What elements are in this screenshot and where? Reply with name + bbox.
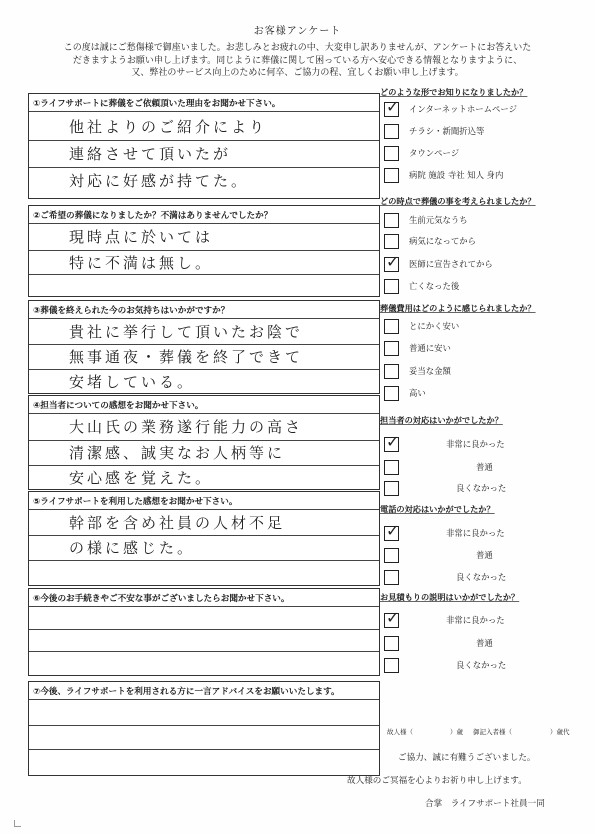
- checkbox[interactable]: [384, 279, 399, 294]
- question-3-label: ③葬儀を終えられた今のお気持ちはいかがですか？: [33, 306, 230, 316]
- question-3-box: [28, 300, 380, 394]
- section-when-considered-label: どの時点で葬儀の事を考えられましたか？: [380, 196, 536, 206]
- answer-3-line-3[interactable]: 安堵している。: [69, 373, 196, 391]
- option-after-death[interactable]: 亡くなった後: [384, 278, 459, 294]
- answer-1-line-3[interactable]: 対応に好感が持てた。: [69, 172, 250, 190]
- section-estimate: お見積もりの説明はいかがでしたか？ ✓ 非常に良かった 普通 良くなかった: [380, 592, 590, 677]
- question-2-label: ②ご希望の葬儀になりましたか？不満はありませんでしたか？: [33, 211, 273, 221]
- writer-age-suffix: ）歳代: [550, 728, 570, 736]
- checkbox[interactable]: [384, 213, 399, 228]
- answer-4-line-3[interactable]: 安心感を覚えた。: [69, 469, 214, 487]
- option-townpage[interactable]: タウンページ: [384, 145, 459, 161]
- question-4-box: [28, 395, 380, 490]
- answer-3-line-2[interactable]: 無事通夜・葬儀を終了できて: [69, 348, 304, 366]
- answer-2-line-1[interactable]: 現時点に於いては: [69, 228, 214, 246]
- option-after-diagnosis[interactable]: ✓ 医師に宣告されてから: [384, 256, 493, 272]
- checkbox[interactable]: [384, 460, 399, 475]
- question-2-box: [28, 205, 380, 297]
- checkbox[interactable]: [384, 548, 399, 563]
- prayer-text: 故人様のご冥福を心よりお祈り申し上げます。: [347, 776, 527, 786]
- answer-5-line-1[interactable]: 幹部を含め社員の人材不足: [69, 514, 286, 532]
- checkbox[interactable]: [384, 341, 399, 356]
- question-5-box: [28, 491, 380, 586]
- thanks-text: ご協力、誠に有難うございました。: [398, 753, 536, 763]
- deceased-age-suffix: ）歳: [450, 728, 463, 736]
- option-very-cheap[interactable]: とにかく安い: [384, 318, 459, 334]
- option-flyer[interactable]: チラシ・新聞折込等: [384, 123, 484, 139]
- section-how-known: [380, 87, 590, 187]
- answer-2-line-2[interactable]: 特に不満は無し。: [69, 254, 214, 272]
- question-7-label: ⑦今後、ライフサポートを利用される方に一言アドバイスをお願いいたします。: [33, 687, 340, 697]
- intro-line: この度は誠にご愁傷様で御座いました。お悲しみとお疲れの中、大変申し訳ありませんが、アンケートにお答えいた: [63, 43, 532, 53]
- option-expensive[interactable]: 高い: [384, 385, 426, 401]
- question-1-box: [28, 93, 380, 199]
- checkbox[interactable]: [384, 102, 399, 117]
- checkbox[interactable]: [384, 437, 399, 452]
- question-7-box: [28, 681, 380, 776]
- section-phone-label: 電話の対応はいかがでしたか？: [380, 504, 495, 514]
- option-cheap[interactable]: 普通に安い: [384, 340, 451, 356]
- intro-text: [20, 42, 575, 80]
- checkbox[interactable]: [384, 168, 399, 183]
- option-after-illness[interactable]: 病気になってから: [384, 233, 476, 249]
- intro-line: 又、弊社のサービス向上のために何卒、ご協力の程、宜しくお願い申し上げます。: [131, 68, 464, 78]
- question-6-label: ⑥今後のお手続きやご不安な事がございましたらお聞かせ下さい。: [33, 594, 290, 604]
- section-cost-label: 葬儀費用はどのように感じられましたか？: [380, 303, 536, 313]
- question-1-label: ①ライフサポートに葬儀をご依頼頂いた理由をお聞かせ下さい。: [33, 99, 281, 109]
- checkbox[interactable]: [384, 234, 399, 249]
- option-internet[interactable]: ✓ インターネットホームページ: [384, 101, 517, 117]
- section-staff: 担当者の対応はいかがでしたか？ ✓ 非常に良かった 普通 良くなかった: [380, 415, 590, 500]
- question-6-box: [28, 588, 380, 676]
- answer-4-line-2[interactable]: 清潔感、誠実なお人柄等に: [69, 444, 286, 462]
- section-cost: [380, 303, 590, 403]
- answer-4-line-1[interactable]: 大山氏の業務遂行能力の高さ: [69, 418, 304, 436]
- section-when-considered: [380, 196, 590, 296]
- checkbox[interactable]: [384, 364, 399, 379]
- page-title: お客様アンケート: [253, 26, 342, 37]
- checkbox[interactable]: [384, 570, 399, 585]
- writer-label: 御記入者様（: [473, 728, 512, 736]
- section-how-known-label: どのような形でお知りになりましたか？: [380, 87, 528, 97]
- question-4-label: ④担当者についての感想をお聞かせ下さい。: [33, 401, 204, 411]
- signature-text: 合掌 ライフサポート社員一同: [425, 799, 545, 809]
- checkbox[interactable]: [384, 146, 399, 161]
- checkbox[interactable]: [384, 613, 399, 628]
- checkbox[interactable]: [384, 386, 399, 401]
- option-reasonable[interactable]: 妥当な金額: [384, 363, 451, 379]
- section-phone: 電話の対応はいかがでしたか？ ✓ 非常に良かった 普通 良くなかった: [380, 504, 590, 589]
- option-referral[interactable]: 病院 施設 寺社 知人 身内: [384, 167, 503, 183]
- checkbox[interactable]: [384, 319, 399, 334]
- deceased-label: 故人様（: [387, 728, 413, 736]
- checkbox[interactable]: [384, 658, 399, 673]
- answer-3-line-1[interactable]: 貴社に挙行して頂いたお陰で: [69, 323, 304, 341]
- option-while-healthy[interactable]: 生前元気なうち: [384, 212, 468, 228]
- answer-1-line-2[interactable]: 連絡させて頂いたが: [69, 145, 232, 163]
- checkbox[interactable]: [384, 257, 399, 272]
- section-staff-label: 担当者の対応はいかがでしたか？: [380, 415, 503, 425]
- section-estimate-label: お見積もりの説明はいかがでしたか？: [380, 592, 520, 602]
- question-5-label: ⑤ライフサポートを利用した感想をお聞かせ下さい。: [33, 497, 238, 507]
- checkbox[interactable]: [384, 636, 399, 651]
- crop-mark: [14, 820, 21, 827]
- answer-1-line-1[interactable]: 他社よりのご紹介により: [69, 118, 268, 136]
- checkbox[interactable]: [384, 481, 399, 496]
- answer-5-line-2[interactable]: の様に感じた。: [69, 539, 196, 557]
- checkbox[interactable]: [384, 526, 399, 541]
- checkbox[interactable]: [384, 124, 399, 139]
- intro-line: だきますようお願い申し上げます。同じように葬儀に関して困っている方へ安心できる情報となりますように、: [72, 55, 523, 66]
